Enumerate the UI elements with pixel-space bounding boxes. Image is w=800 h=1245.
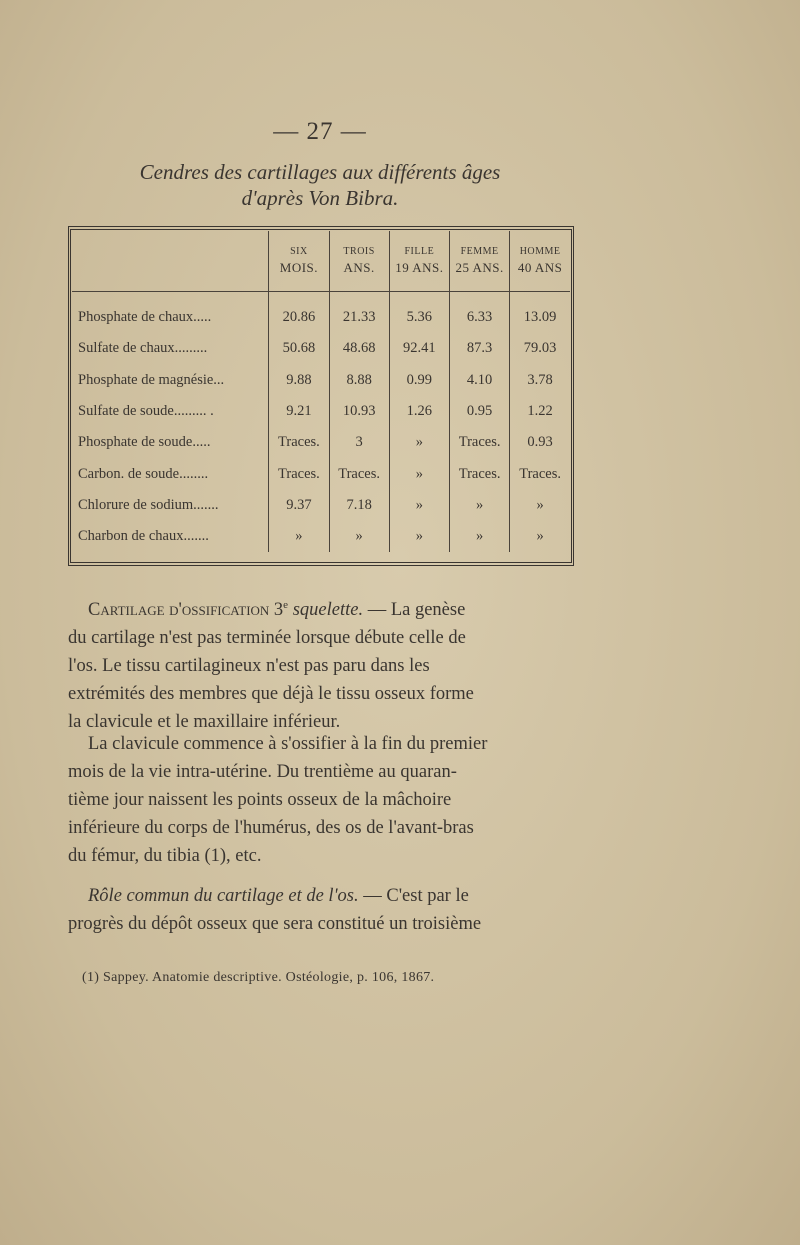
paragraph-line: la clavicule et le maxillaire inférieur. <box>68 712 341 733</box>
paragraph-line: du cartilage n'est pas terminée lorsque débute celle de <box>68 628 466 649</box>
cell: » <box>510 490 570 521</box>
cell: » <box>449 490 509 521</box>
cell: 79.03 <box>510 333 570 364</box>
table-row <box>72 427 570 458</box>
row-label: Phosphate de soude..... <box>78 434 211 451</box>
cell: » <box>389 427 449 458</box>
row-label: Carbon. de soude........ <box>78 465 209 482</box>
table-row <box>72 396 570 427</box>
cell: 8.88 <box>329 365 389 396</box>
cell: 92.41 <box>389 333 449 364</box>
paragraph-line: tième jour naissent les points osseux de la mâchoire <box>68 790 452 810</box>
cell: 48.68 <box>329 333 389 364</box>
paragraph-ossification <box>68 591 574 736</box>
cell: 0.99 <box>389 365 449 396</box>
table-title: Cendres des cartillages aux différents âges <box>139 160 501 184</box>
paragraph-common-role <box>68 882 574 938</box>
cell: Traces. <box>449 427 509 458</box>
cell: 0.95 <box>449 396 509 427</box>
table-row <box>72 490 570 521</box>
table-row <box>72 521 570 552</box>
paragraph-line: Rôle commun du cartilage et de l'os. — C'est par le <box>88 886 469 906</box>
table-row <box>72 365 570 396</box>
cell: 0.93 <box>510 427 570 458</box>
table-subtitle: d'après Von Bibra. <box>241 186 399 210</box>
paragraph-line: progrès du dépôt osseux que sera constitué un troisième <box>68 914 482 934</box>
cell: 7.18 <box>329 490 389 521</box>
header-three-years: TROIS ANS. <box>329 231 389 292</box>
header-girl-19: FILLE 19 ANS. <box>389 231 449 292</box>
cell: » <box>389 490 449 521</box>
table-row <box>72 292 570 334</box>
ash-composition-table <box>72 231 570 552</box>
paragraph-line: Cartilage d'ossification 3e squelette. — La genèse <box>88 599 466 621</box>
cell: 9.37 <box>269 490 329 521</box>
header-six-months: SIX MOIS. <box>269 231 329 292</box>
paragraph-line: La clavicule commence à s'ossifier à la fin du premier <box>88 734 488 754</box>
paragraph-line: l'os. Le tissu cartilagineux n'est pas paru dans les <box>68 656 430 677</box>
cell: Traces. <box>510 458 570 489</box>
row-label: Sulfate de chaux......... <box>78 340 208 357</box>
paragraph-line: du fémur, du tibia (1), etc. <box>68 846 262 866</box>
cell: 3.78 <box>510 365 570 396</box>
cell: Traces. <box>329 458 389 489</box>
footnote: (1) Sappey. Anatomie descriptive. Ostéologie, p. 106, 1867. <box>82 970 435 985</box>
cell: 20.86 <box>269 292 329 334</box>
cell: 6.33 <box>449 292 509 334</box>
cell: Traces. <box>449 458 509 489</box>
cell: » <box>389 458 449 489</box>
cell: 1.26 <box>389 396 449 427</box>
cell: Traces. <box>269 458 329 489</box>
cell: Traces. <box>269 427 329 458</box>
cell: 13.09 <box>510 292 570 334</box>
cell: 50.68 <box>269 333 329 364</box>
header-blank <box>72 231 269 292</box>
row-label: Charbon de chaux....... <box>78 528 209 545</box>
table-row <box>72 458 570 489</box>
cell: 10.93 <box>329 396 389 427</box>
row-label: Chlorure de sodium....... <box>78 496 219 513</box>
cell: » <box>329 521 389 552</box>
header-man-40: HOMME 40 ANS <box>510 231 570 292</box>
cell: » <box>510 521 570 552</box>
cell: 87.3 <box>449 333 509 364</box>
paragraph-line: inférieure du corps de l'humérus, des os de l'avant-bras <box>68 818 474 838</box>
paragraph-clavicle <box>68 730 574 870</box>
paragraph-line: mois de la vie intra-utérine. Du trentième au quaran- <box>68 762 457 782</box>
cell: 1.22 <box>510 396 570 427</box>
cell: 9.21 <box>269 396 329 427</box>
table-row <box>72 333 570 364</box>
cell: » <box>389 521 449 552</box>
row-label: Sulfate de soude......... . <box>78 403 214 420</box>
table-header-row <box>72 231 570 292</box>
section-heading: Cartilage d'ossification <box>88 600 270 621</box>
section-heading: Rôle commun du cartilage et de l'os. <box>88 886 359 906</box>
cell: 3 <box>329 427 389 458</box>
cell: 9.88 <box>269 365 329 396</box>
cell: 21.33 <box>329 292 389 334</box>
row-label: Phosphate de chaux..... <box>78 309 212 326</box>
cell: » <box>449 521 509 552</box>
cell: 5.36 <box>389 292 449 334</box>
cell: » <box>269 521 329 552</box>
paragraph-line: extrémités des membres que déjà le tissu osseux forme <box>68 684 474 705</box>
header-woman-25: FEMME 25 ANS. <box>449 231 509 292</box>
row-label: Phosphate de magnésie... <box>78 371 225 388</box>
cell: 4.10 <box>449 365 509 396</box>
page-number: — 27 — <box>273 118 367 145</box>
